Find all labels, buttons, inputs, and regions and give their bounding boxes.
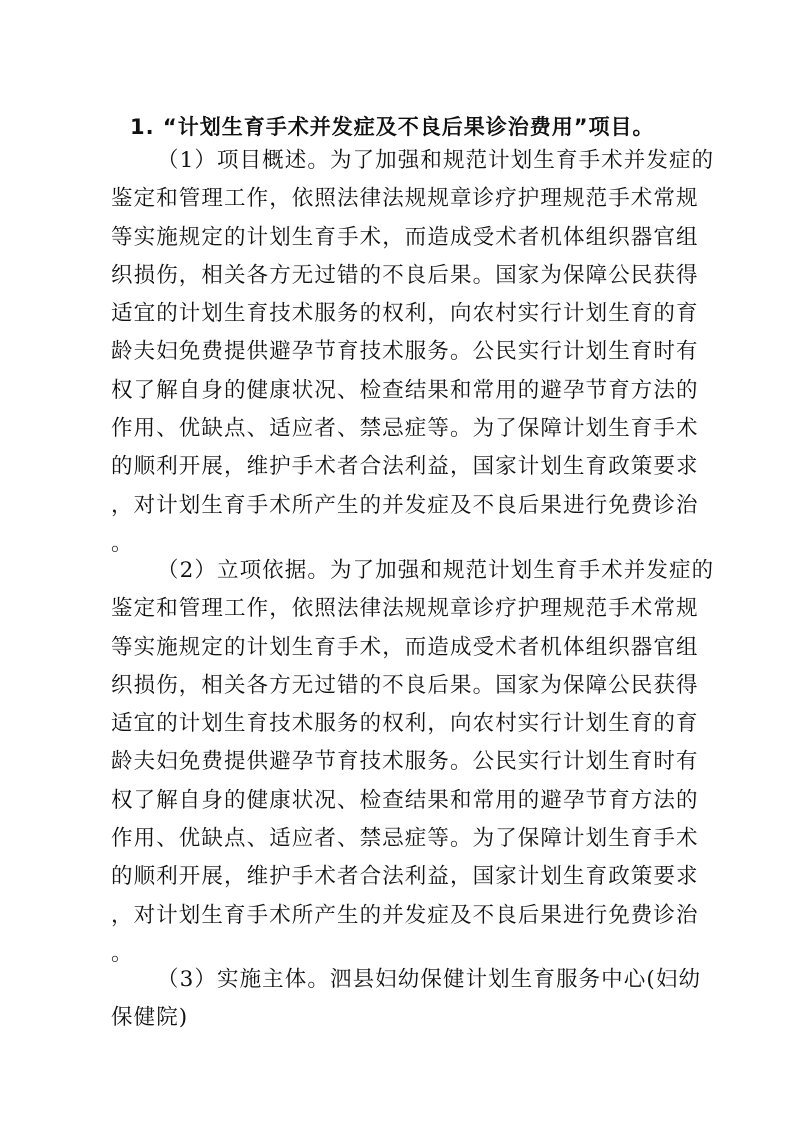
paragraph-line: 权了解自身的健康状况、检查结果和常用的避孕节育方法的 <box>111 787 699 813</box>
paragraph-line: 适宜的计划生育技术服务的权利，向农村实行计划生育的育 <box>111 711 699 737</box>
paragraph-line: 。 <box>111 530 134 556</box>
paragraph-line: 。 <box>111 940 134 966</box>
section-basis <box>111 552 715 973</box>
paragraph-line: 龄夫妇免费提供避孕节育技术服务。公民实行计划生育时有 <box>111 749 699 775</box>
paragraph-line: （1）项目概述。为了加强和规范计划生育手术并发症的 <box>157 148 715 173</box>
paragraph-line: 龄夫妇免费提供避孕节育技术服务。公民实行计划生育时有 <box>111 339 699 365</box>
paragraph-line: 等实施规定的计划生育手术，而造成受术者机体组织器官组 <box>111 224 699 250</box>
paragraph-line: 保健院) <box>111 1005 189 1031</box>
paragraph-line: （3）实施主体。泗县妇幼保健计划生育服务中心(妇幼 <box>157 967 702 992</box>
section-implementing-body <box>111 961 702 1038</box>
section-project-overview <box>111 142 715 563</box>
paragraph-line: 作用、优缺点、适应者、禁忌症等。为了保障计划生育手术 <box>111 416 699 442</box>
paragraph-line: 的顺利开展，维护手术者合法利益，国家计划生育政策要求 <box>111 454 699 480</box>
paragraph-line: （2）立项依据。为了加强和规范计划生育手术并发症的 <box>157 558 715 583</box>
paragraph-line: 权了解自身的健康状况、检查结果和常用的避孕节育方法的 <box>111 377 699 403</box>
paragraph-line: 鉴定和管理工作，依照法律法规规章诊疗护理规范手术常规 <box>111 186 699 212</box>
paragraph-line: 等实施规定的计划生育手术，而造成受术者机体组织器官组 <box>111 634 699 660</box>
paragraph-line: 适宜的计划生育技术服务的权利，向农村实行计划生育的育 <box>111 301 699 327</box>
paragraph-line: 的顺利开展，维护手术者合法利益，国家计划生育政策要求 <box>111 864 699 890</box>
paragraph-line: ，对计划生育手术所产生的并发症及不良后果进行免费诊治 <box>111 492 699 518</box>
paragraph-line: 织损伤，相关各方无过错的不良后果。国家为保障公民获得 <box>111 262 699 288</box>
item-heading: 1. “计划生育手术并发症及不良后果诊治费用”项目。 <box>130 115 655 139</box>
paragraph-line: 鉴定和管理工作，依照法律法规规章诊疗护理规范手术常规 <box>111 596 699 622</box>
paragraph-line: 作用、优缺点、适应者、禁忌症等。为了保障计划生育手术 <box>111 826 699 852</box>
paragraph-line: 织损伤，相关各方无过错的不良后果。国家为保障公民获得 <box>111 672 699 698</box>
paragraph-line: ，对计划生育手术所产生的并发症及不良后果进行免费诊治 <box>111 902 699 928</box>
